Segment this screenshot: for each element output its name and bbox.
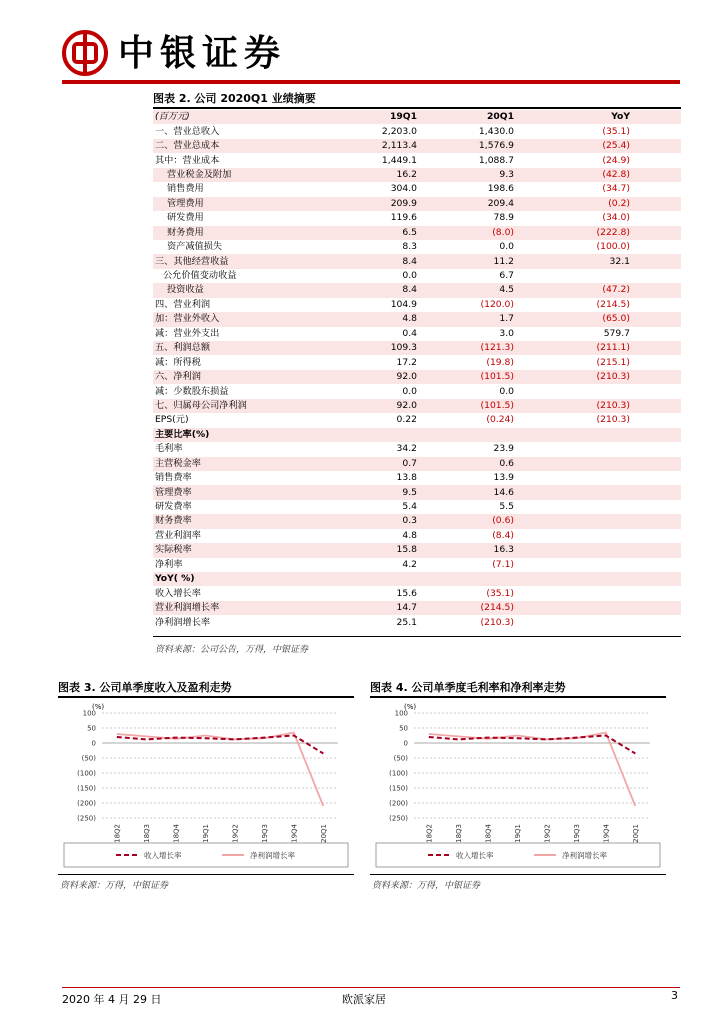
table-row <box>153 615 681 629</box>
y-tick-label: (250) <box>389 814 408 823</box>
cell-19q1: 0.4 <box>402 327 417 339</box>
cell-19q1: 104.9 <box>390 298 417 310</box>
cell-yoy <box>554 442 681 456</box>
table-row <box>153 269 681 283</box>
row-label: 一、营业总收入 <box>155 125 220 137</box>
cell-yoy: (215.1) <box>596 356 630 368</box>
table-row <box>153 197 681 211</box>
row-label: 公允价值变动收益 <box>163 270 237 282</box>
fig3-source: 资料来源：万得，中银证券 <box>60 881 169 891</box>
cell-20q1: (8.0) <box>439 226 554 240</box>
cell-19q1: 5.4 <box>402 501 417 513</box>
table-row <box>153 558 681 572</box>
cell-20q1: (19.8) <box>486 356 514 368</box>
row-label: 营业利润增长率 <box>153 601 361 615</box>
row-label: 减：所得税 <box>155 356 201 368</box>
series-line-net-profit-growth <box>429 733 636 807</box>
table-row <box>153 283 681 297</box>
legend-label: 收入增长率 <box>456 851 494 860</box>
legend-label: 净利润增长率 <box>250 851 295 860</box>
table-row <box>153 312 681 326</box>
cell-yoy: (222.8) <box>554 226 681 240</box>
row-label: 研发费用 <box>167 212 204 224</box>
row-label: 减：营业外支出 <box>155 327 220 339</box>
cell-19q1: 15.6 <box>396 587 417 599</box>
cell-yoy: (100.0) <box>596 241 630 253</box>
cell-yoy: (34.0) <box>602 212 630 224</box>
cell-20q1 <box>439 428 554 442</box>
cell-19q1: 6.5 <box>361 226 439 240</box>
x-tick-label: 19Q1 <box>201 824 210 843</box>
cell-19q1: 2,113.4 <box>361 139 439 153</box>
y-tick-label: 0 <box>91 739 96 748</box>
cell-19q1: 14.7 <box>361 601 439 615</box>
cell-yoy: 579.7 <box>603 327 630 339</box>
fig3-top-rule <box>58 696 354 698</box>
cell-yoy: (25.4) <box>554 139 681 153</box>
row-label: 收入增长率 <box>155 587 201 599</box>
row-label: YoY( %) <box>153 572 361 586</box>
page-number: 3 <box>671 989 678 1002</box>
fig4-top-rule <box>370 696 666 698</box>
cell-20q1: 23.9 <box>493 443 514 455</box>
cell-20q1: 14.6 <box>439 485 554 499</box>
table-row <box>153 485 681 499</box>
cell-19q1: 2,203.0 <box>381 125 417 137</box>
table-row <box>153 384 681 398</box>
x-tick-label: 19Q2 <box>543 824 552 843</box>
cell-19q1: 17.2 <box>396 356 417 368</box>
cell-20q1: 0.0 <box>499 385 514 397</box>
legend-frame <box>376 843 660 867</box>
cell-20q1: 209.4 <box>439 197 554 211</box>
cell-20q1: 78.9 <box>493 212 514 224</box>
legend-label: 净利润增长率 <box>562 851 607 860</box>
row-label: 净利率 <box>155 558 183 570</box>
cell-yoy <box>554 428 681 442</box>
cell-yoy: (34.7) <box>602 183 630 195</box>
row-label: 减：少数股东损益 <box>155 385 229 397</box>
table-row <box>153 471 681 485</box>
table-row <box>153 514 681 528</box>
legend-frame <box>64 843 348 867</box>
cell-yoy <box>554 572 681 586</box>
chart-legend <box>64 843 348 867</box>
cell-19q1: 0.7 <box>361 457 439 471</box>
cell-20q1 <box>439 572 554 586</box>
fig3-bottom-rule <box>58 874 354 875</box>
fig4-title: 图表 4. 公司单季度毛利率和净利率走势 <box>370 681 566 694</box>
header-rule <box>62 80 680 84</box>
row-label: 其中：营业成本 <box>155 154 220 166</box>
cell-20q1: (120.0) <box>480 298 514 310</box>
cell-20q1: 5.5 <box>499 501 514 513</box>
x-tick-label: 18Q3 <box>142 824 151 843</box>
x-tick-label: 20Q1 <box>631 824 640 843</box>
cell-yoy: (211.1) <box>554 341 681 355</box>
table-header-row <box>153 110 681 124</box>
y-tick-label: (200) <box>77 799 96 808</box>
cell-19q1: 15.8 <box>361 543 439 557</box>
chart-legend <box>376 843 660 867</box>
footer-company: 欧派家居 <box>342 993 386 1006</box>
row-label: 主要比率(%) <box>153 428 361 442</box>
cell-19q1 <box>361 572 439 586</box>
cell-19q1: 8.4 <box>361 254 439 268</box>
financial-summary-table <box>153 110 681 630</box>
row-label: 七、归属母公司净利润 <box>153 399 361 413</box>
row-label: 加：营业外收入 <box>153 312 361 326</box>
y-tick-label: (100) <box>77 769 96 778</box>
cell-19q1: 8.4 <box>361 283 439 297</box>
table-row <box>153 254 681 268</box>
cell-yoy <box>554 514 681 528</box>
cell-20q1: (210.3) <box>480 616 514 628</box>
series-line-net-profit-growth <box>117 733 323 807</box>
table-row <box>153 124 681 138</box>
x-tick-label: 19Q2 <box>231 824 240 843</box>
table-row <box>153 428 681 442</box>
table-row <box>153 211 681 225</box>
cell-yoy: (0.2) <box>554 197 681 211</box>
x-tick-label: 18Q4 <box>484 824 493 843</box>
row-label: 实际税率 <box>153 543 361 557</box>
y-tick-label: (200) <box>389 799 408 808</box>
cell-19q1: 9.5 <box>361 485 439 499</box>
row-label: 资产减值损失 <box>167 241 223 253</box>
fig3-chart-svg <box>58 699 354 871</box>
fig3-chart <box>58 699 354 871</box>
fig4-chart <box>370 699 666 871</box>
y-tick-label: 50 <box>87 724 96 733</box>
cell-19q1: 0.3 <box>361 514 439 528</box>
boc-logo-icon <box>62 30 108 76</box>
y-tick-label: (150) <box>389 784 408 793</box>
unit-label: (百万元) <box>153 110 361 124</box>
cell-19q1: 304.0 <box>390 183 417 195</box>
cell-19q1: 4.8 <box>361 312 439 326</box>
y-tick-label: (150) <box>77 784 96 793</box>
x-tick-label: 20Q1 <box>319 824 328 843</box>
cell-20q1: (0.6) <box>439 514 554 528</box>
row-label: 主营税金率 <box>153 457 361 471</box>
cell-yoy <box>554 471 681 485</box>
table-row <box>153 370 681 384</box>
fig2-bottom-rule <box>153 636 681 637</box>
table-row <box>153 298 681 312</box>
table-row <box>153 543 681 557</box>
cell-20q1: (121.3) <box>439 341 554 355</box>
table-row <box>153 413 681 427</box>
x-tick-label: 18Q2 <box>113 824 122 843</box>
cell-20q1: 13.9 <box>493 472 514 484</box>
row-label: 四、营业利润 <box>155 298 211 310</box>
column-header: YoY <box>554 110 681 124</box>
cell-19q1: 25.1 <box>396 616 417 628</box>
table-row <box>153 355 681 369</box>
cell-20q1: 0.0 <box>499 241 514 253</box>
legend-label: 收入增长率 <box>144 851 182 860</box>
column-header: 19Q1 <box>361 110 439 124</box>
x-tick-label: 18Q2 <box>425 824 434 843</box>
cell-19q1: 92.0 <box>361 370 439 384</box>
cell-yoy <box>554 384 681 398</box>
row-label: 毛利率 <box>155 443 183 455</box>
cell-yoy: 32.1 <box>554 254 681 268</box>
row-label: 研发费率 <box>155 501 192 513</box>
cell-20q1: 9.3 <box>439 168 554 182</box>
cell-yoy <box>554 529 681 543</box>
fig4-chart-svg <box>370 699 666 871</box>
cell-yoy <box>554 543 681 557</box>
x-tick-label: 19Q3 <box>260 824 269 843</box>
cell-yoy: (210.3) <box>554 370 681 384</box>
cell-19q1: 34.2 <box>396 443 417 455</box>
x-tick-label: 18Q4 <box>172 824 181 843</box>
table-row <box>153 168 681 182</box>
cell-19q1: 8.3 <box>402 241 417 253</box>
y-tick-label: 100 <box>82 709 96 718</box>
brand-logo <box>62 30 286 76</box>
row-label: 管理费率 <box>153 485 361 499</box>
fig4-source: 资料来源：万得，中银证券 <box>372 881 481 891</box>
row-label: 五、利润总额 <box>153 341 361 355</box>
cell-19q1: 0.0 <box>402 385 417 397</box>
fig2-title: 图表 2. 公司 2020Q1 业绩摘要 <box>153 92 316 105</box>
cell-yoy <box>554 500 681 514</box>
row-label: 营业利润率 <box>155 529 201 541</box>
table-row <box>153 327 681 341</box>
cell-20q1: 4.5 <box>439 283 554 297</box>
table-row <box>153 226 681 240</box>
cell-19q1: 209.9 <box>361 197 439 211</box>
row-label: 财务费率 <box>153 514 361 528</box>
cell-yoy: (42.8) <box>554 168 681 182</box>
cell-yoy <box>554 586 681 600</box>
y-tick-label: 50 <box>399 724 408 733</box>
cell-20q1: (35.1) <box>486 587 514 599</box>
cell-20q1: 16.3 <box>439 543 554 557</box>
cell-20q1: (7.1) <box>492 558 514 570</box>
cell-20q1: 11.2 <box>439 254 554 268</box>
cell-19q1: 0.0 <box>402 270 417 282</box>
row-label: 净利润增长率 <box>155 616 211 628</box>
table-row <box>153 399 681 413</box>
y-tick-label: (250) <box>77 814 96 823</box>
table-row <box>153 529 681 543</box>
table-row <box>153 153 681 167</box>
cell-20q1: 198.6 <box>487 183 514 195</box>
cell-20q1: (214.5) <box>439 601 554 615</box>
cell-yoy: (35.1) <box>602 125 630 137</box>
cell-19q1: 92.0 <box>361 399 439 413</box>
cell-yoy: (210.3) <box>554 399 681 413</box>
fig2-source: 资料来源：公司公告，万得，中银证券 <box>155 645 309 655</box>
x-tick-label: 19Q3 <box>572 824 581 843</box>
fig3-title: 图表 3. 公司单季度收入及盈利走势 <box>58 681 232 694</box>
cell-20q1: 1,430.0 <box>478 125 514 137</box>
cell-20q1: (101.5) <box>439 370 554 384</box>
cell-20q1: 6.7 <box>499 270 514 282</box>
y-tick-label: (100) <box>389 769 408 778</box>
cell-20q1: 1,088.7 <box>478 154 514 166</box>
cell-yoy <box>554 601 681 615</box>
table-row <box>153 341 681 355</box>
cell-19q1: 13.8 <box>396 472 417 484</box>
x-tick-label: 19Q4 <box>602 824 611 843</box>
cell-20q1: (101.5) <box>439 399 554 413</box>
row-label: 六、净利润 <box>153 370 361 384</box>
cell-yoy <box>554 485 681 499</box>
fig4-bottom-rule <box>370 874 666 875</box>
x-tick-label: 19Q4 <box>290 824 299 843</box>
row-label: 销售费率 <box>155 472 192 484</box>
row-label: 投资收益 <box>153 283 361 297</box>
fig2-top-rule <box>153 107 681 109</box>
footer-date: 2020 年 4 月 29 日 <box>62 993 162 1006</box>
table-row <box>153 240 681 254</box>
table-row <box>153 442 681 456</box>
cell-20q1: 1.7 <box>439 312 554 326</box>
table-row <box>153 601 681 615</box>
y-unit-label: (%) <box>92 703 105 711</box>
row-label: 销售费用 <box>167 183 204 195</box>
cell-20q1: 0.6 <box>439 457 554 471</box>
cell-20q1: (0.24) <box>486 414 514 426</box>
y-tick-label: 0 <box>403 739 408 748</box>
cell-yoy: (214.5) <box>596 298 630 310</box>
x-tick-label: 18Q3 <box>454 824 463 843</box>
row-label: 营业税金及附加 <box>153 168 361 182</box>
cell-19q1: 119.6 <box>390 212 417 224</box>
column-header: 20Q1 <box>439 110 554 124</box>
cell-19q1: 1,449.1 <box>381 154 417 166</box>
cell-yoy: (47.2) <box>554 283 681 297</box>
cell-20q1: 3.0 <box>499 327 514 339</box>
table-row <box>153 182 681 196</box>
footer-rule <box>62 987 680 988</box>
row-label: 二、营业总成本 <box>153 139 361 153</box>
cell-19q1: 4.2 <box>402 558 417 570</box>
row-label: 管理费用 <box>153 197 361 211</box>
table-row <box>153 457 681 471</box>
y-unit-label: (%) <box>404 703 417 711</box>
cell-yoy <box>554 615 681 629</box>
cell-19q1 <box>361 428 439 442</box>
cell-yoy <box>554 558 681 572</box>
cell-19q1: 0.22 <box>396 414 417 426</box>
table-row <box>153 572 681 586</box>
row-label: 三、其他经营收益 <box>153 254 361 268</box>
cell-yoy: (210.3) <box>596 414 630 426</box>
table-row <box>153 500 681 514</box>
cell-20q1: (8.4) <box>492 529 514 541</box>
y-tick-label: (50) <box>81 754 96 763</box>
table-row <box>153 586 681 600</box>
cell-19q1: 4.8 <box>402 529 417 541</box>
y-tick-label: 100 <box>394 709 408 718</box>
cell-yoy: (65.0) <box>554 312 681 326</box>
y-tick-label: (50) <box>393 754 408 763</box>
x-tick-label: 19Q1 <box>513 824 522 843</box>
table-row <box>153 139 681 153</box>
cell-19q1: 109.3 <box>361 341 439 355</box>
cell-19q1: 16.2 <box>361 168 439 182</box>
cell-yoy: (24.9) <box>602 154 630 166</box>
cell-yoy <box>554 457 681 471</box>
cell-yoy <box>554 269 681 283</box>
brand-name: 中银证券 <box>118 32 287 74</box>
cell-20q1: 1,576.9 <box>439 139 554 153</box>
row-label: 财务费用 <box>153 226 361 240</box>
row-label: EPS(元) <box>155 414 189 426</box>
